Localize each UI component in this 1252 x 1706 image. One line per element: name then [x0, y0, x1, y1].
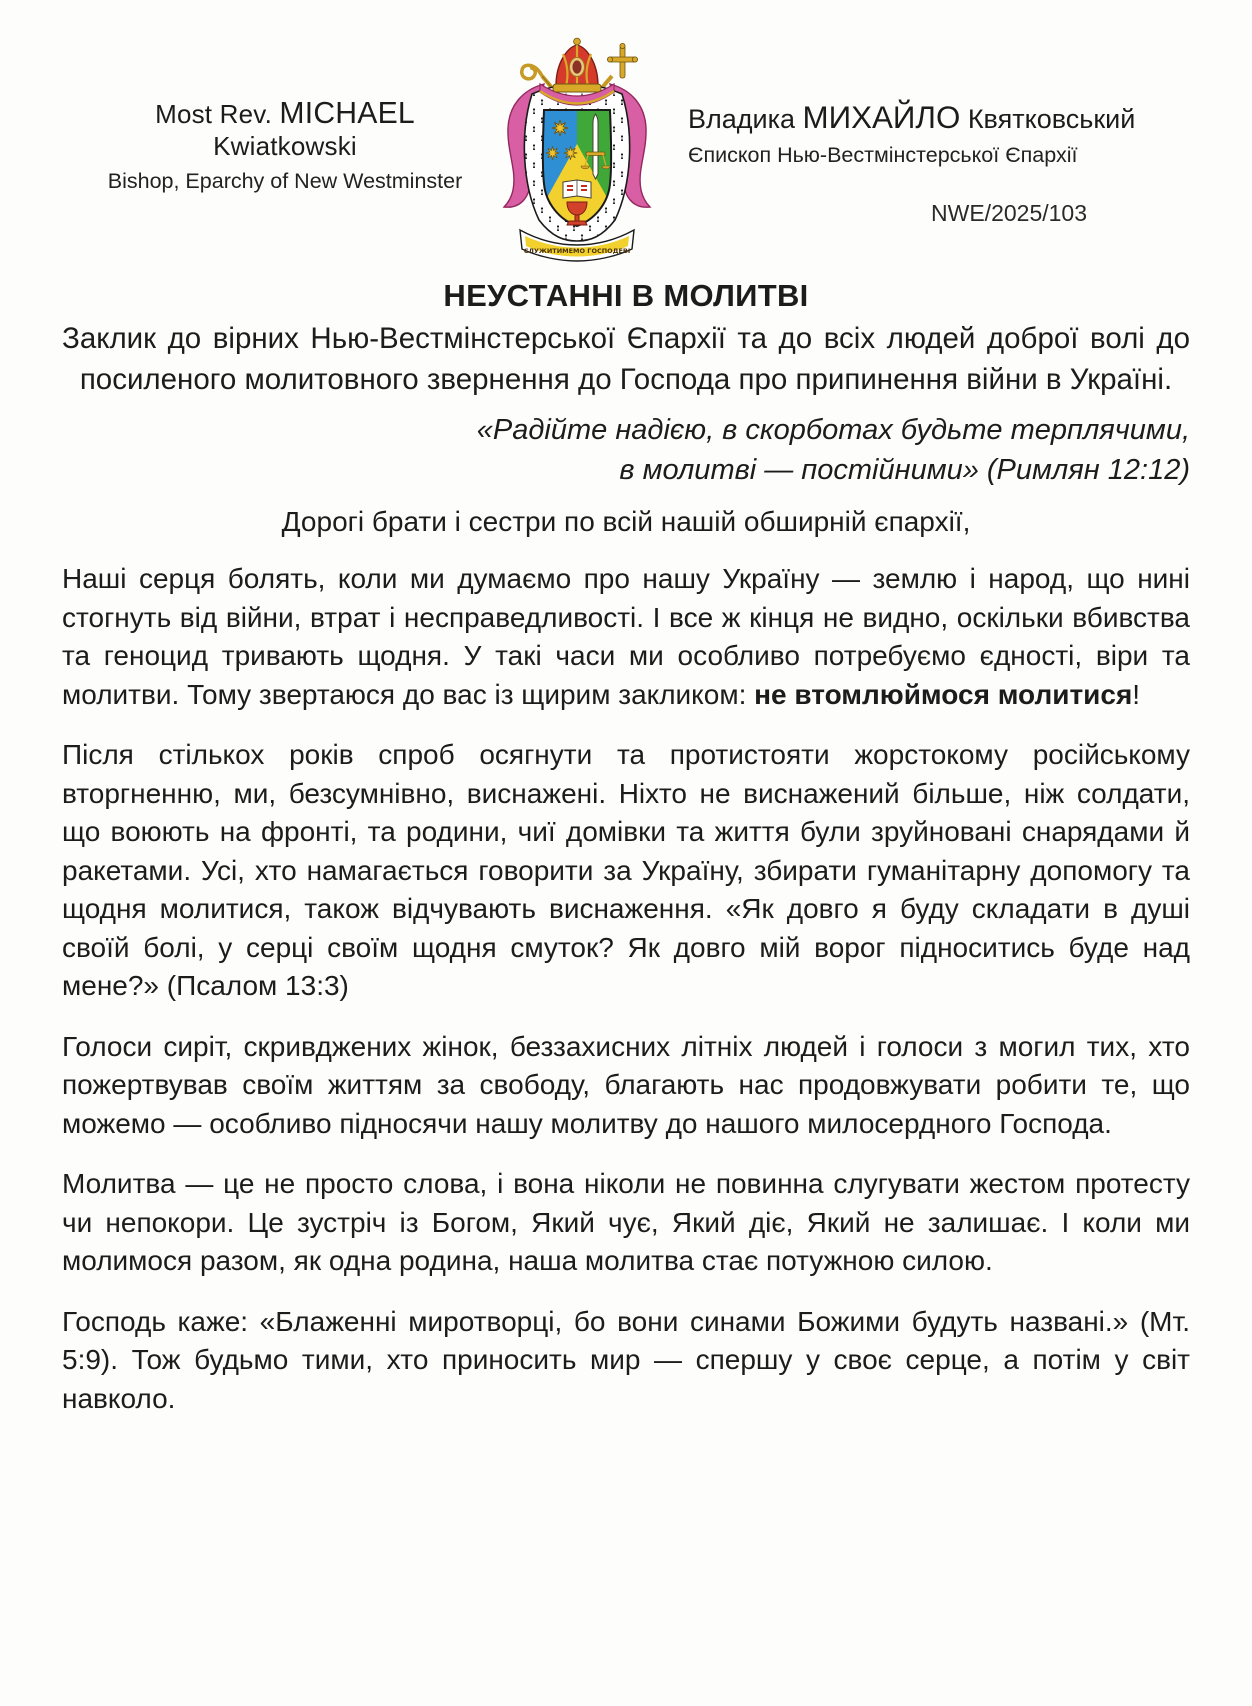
page-title: НЕУСТАННІ В МОЛИТВІ	[443, 278, 809, 313]
bishop-title-ukrainian: Єпископ Нью-Вестмінстерської Єпархії	[688, 143, 1078, 167]
bishop-name-ukrainian	[688, 100, 1158, 168]
paragraph-3: Голоси сиріт, скривджених жінок, беззахисних літніх людей і голоси з могил тих, хто пожертвував своїм життям за свободу, благають нас продовжувати робити те, що можемо — особливо підносячи нашу молитву до нашого милосердного Господа.	[62, 1030, 1190, 1139]
scripture-quote-line1: «Радійте надією, в скорботах будьте терплячими,	[476, 414, 1190, 446]
letter-body	[0, 278, 1252, 1418]
coat-of-arms-icon	[482, 34, 672, 262]
scripture-quote-line2: в молитві — постійними» (Римлян 12:12)	[619, 454, 1190, 486]
name-prefix: Владика	[688, 104, 803, 134]
salutation: Дорогі брати і сестри по всій нашій обширній єпархії,	[281, 506, 971, 537]
name-caps: MICHAEL	[279, 97, 415, 130]
paragraph-1-text: Наші серця болять, коли ми думаємо про нашу Україну — землю і народ, що нині стогнуть від війни, втрат і несправедливості. І все ж кінця не видно, оскільки вбивства та геноцид тривають щодня. У такі часи ми особливо потребуємо єдності, віри та молитви. Тому звертаюся до вас із щирим закликом:	[62, 563, 1190, 710]
name-prefix: Most Rev.	[155, 99, 280, 129]
name-caps: МИХАЙЛО	[802, 100, 961, 135]
paragraph-1-end: !	[1132, 678, 1141, 710]
paragraph-4: Молитва — це не просто слова, і вона ніколи не повинна слугувати жестом протесту чи непокори. Це зустріч із Богом, Який чує, Який діє, Який не залишає. І коли ми молимося разом, як одна родина, наша молитва стає потужною силою.	[62, 1168, 1190, 1276]
document-subtitle: Заклик до вірних Нью-Вестмінстерської Єпархії та до всіх людей доброї волі до посиленого молитовного звернення до Господа про припинення війни в Україні.	[62, 322, 1190, 396]
bishop-name-english-line	[95, 97, 475, 162]
bishop-name-english	[95, 97, 475, 194]
paragraph-1-bold-call: не втомлюймося молитися	[754, 678, 1133, 710]
name-suffix: Квятковський	[960, 104, 1136, 134]
bishop-name-ukrainian-line	[688, 100, 1158, 136]
paragraph-2: Після стількох років спроб осягнути та протистояти жорстокому російському вторгненню, ми, безсумнівно, виснажені. Ніхто не виснажений більше, ніж солдати, що воюють на фронті, та родини, чиї домівки та життя були зруйновані снарядами й ракетами. Усі, хто намагається говорити за Україну, збирати гуманітарну допомогу та щодня молитися, також відчувають виснаження. «Як довго я буду складати в душі своїй болі, у серці своїм щодня смуток? Як довго мій ворог підноситись буде над мене?» (Псалом 13:3)	[62, 739, 1190, 1001]
name-suffix: Kwiatkowski	[213, 131, 357, 161]
gospel-book-icon	[563, 180, 591, 198]
motto-text: СЛУЖИТИМЕМО ГОСПОДЕВІ	[523, 247, 631, 255]
letterhead	[0, 0, 1252, 262]
paragraph-1	[62, 560, 1190, 714]
crown-icon	[553, 38, 601, 92]
coat-of-arms	[482, 34, 672, 262]
scripture-quote	[62, 410, 1190, 490]
reference-number: NWE/2025/103	[931, 200, 1087, 226]
paragraph-5: Господь каже: «Блаженні миротворці, бо вони синами Божими будуть названі.» (Мт. 5:9). Тож будьмо тими, хто приносить мир — спершу у своє серце, а потім у світ навколо.	[62, 1305, 1190, 1414]
bishop-title-english: Bishop, Eparchy of New Westminster	[107, 169, 463, 193]
